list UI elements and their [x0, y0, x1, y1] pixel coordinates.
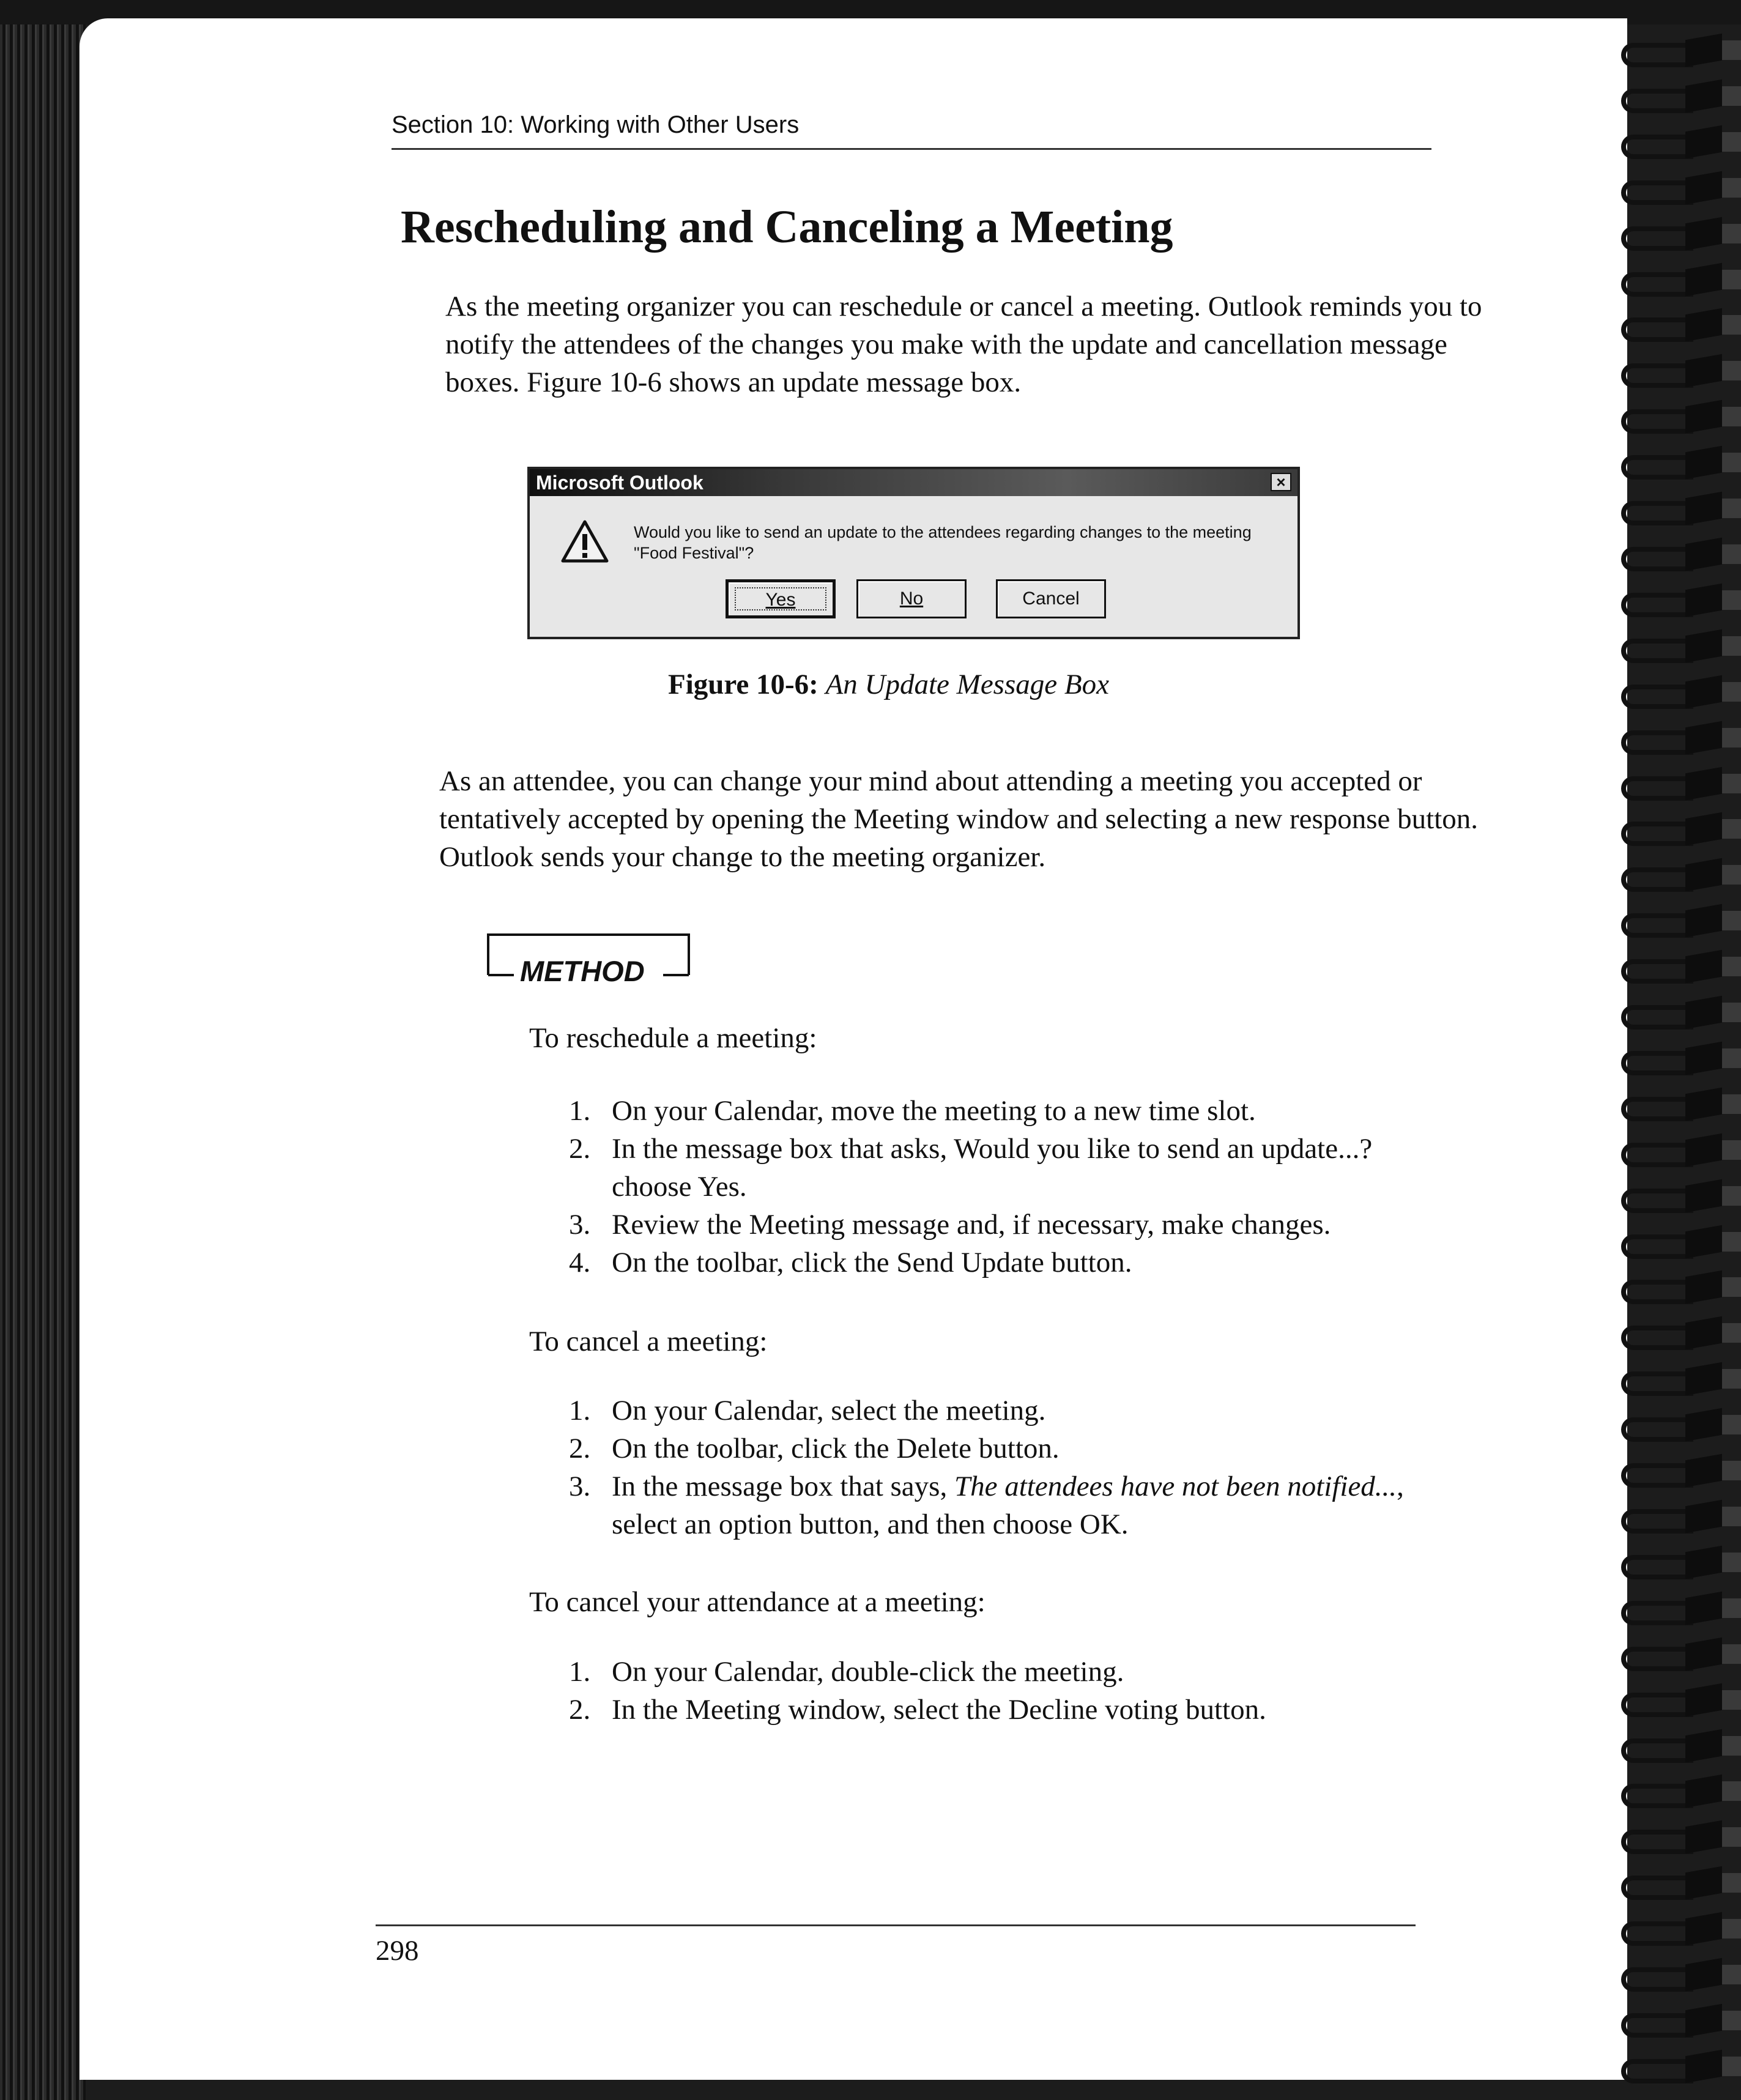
spiral-coil — [1591, 1457, 1741, 1484]
spiral-coil — [1591, 1686, 1741, 1713]
list-item: 3. In the message box that says, The attendees have not been notified..., select an option button, and then choose OK. — [569, 1471, 1404, 1540]
scan-edge-left — [0, 0, 86, 2100]
spiral-coil — [1591, 1503, 1741, 1530]
spiral-coil — [1591, 220, 1741, 247]
yes-button-label: Yes — [765, 590, 796, 610]
header-rule — [392, 148, 1431, 150]
spiral-coil — [1591, 357, 1741, 384]
cancel-button-label: Cancel — [1022, 588, 1080, 609]
no-button-label: No — [899, 588, 924, 609]
intro-paragraph: As the meeting organizer you can reschedule or cancel a meeting. Outlook reminds you to notify the attendees of the changes you make with the update and cancellation message boxes. Figure 10-6 shows an update message box. — [445, 291, 1482, 398]
spiral-coil — [1591, 1549, 1741, 1576]
spiral-coil — [1591, 174, 1741, 201]
running-header: Section 10: Working with Other Users — [392, 111, 800, 138]
no-button[interactable] — [856, 579, 967, 618]
spiral-coil — [1591, 541, 1741, 568]
spiral-coil — [1591, 1869, 1741, 1896]
list-item: 2. In the message box that asks, Would you like to send an update...? choose Yes. — [569, 1133, 1373, 1203]
focus-rect — [735, 587, 826, 610]
spiral-coil — [1591, 449, 1741, 476]
spiral-coil — [1591, 815, 1741, 842]
spiral-coil — [1591, 724, 1741, 751]
spiral-coil — [1591, 1411, 1741, 1438]
reschedule-intro: To reschedule a meeting: — [529, 1022, 817, 1054]
spiral-coil — [1591, 37, 1741, 64]
dialog-title: Microsoft Outlook — [536, 472, 703, 494]
list-item: 3. Review the Meeting message and, if necessary, make changes. — [569, 1209, 1331, 1241]
update-message-dialog — [527, 467, 1300, 639]
spiral-coil — [1591, 403, 1741, 430]
spiral-coil — [1591, 2007, 1741, 2034]
dialog-message: Would you like to send an update to the attendees regarding changes to the meeting "Food Festival"? — [634, 523, 1252, 562]
list-item: 1. On your Calendar, select the meeting. — [569, 1395, 1046, 1427]
spiral-coil — [1591, 1228, 1741, 1255]
spiral-coil — [1591, 1595, 1741, 1622]
spiral-coil — [1591, 1045, 1741, 1072]
cancel-button[interactable] — [996, 579, 1106, 618]
list-item: 1. On your Calendar, move the meeting to a new time slot. — [569, 1095, 1256, 1127]
warning-icon — [560, 519, 609, 563]
spiral-coil — [1591, 128, 1741, 155]
spiral-coil — [1591, 1137, 1741, 1163]
spiral-coil — [1591, 1091, 1741, 1118]
spiral-coil — [1591, 1365, 1741, 1392]
list-item: 4. On the toolbar, click the Send Update button. — [569, 1247, 1132, 1278]
list-item: 1. On your Calendar, double-click the meeting. — [569, 1656, 1124, 1688]
spiral-coil — [1591, 1824, 1741, 1850]
dialog-title-bar[interactable] — [530, 469, 1297, 496]
yes-button[interactable] — [726, 579, 836, 618]
spiral-binding — [1591, 37, 1741, 2080]
list-item: 2. On the toolbar, click the Delete button. — [569, 1433, 1060, 1464]
caption-label: Figure 10-6: — [668, 669, 819, 700]
spiral-coil — [1591, 907, 1741, 934]
cancel-attendance-intro: To cancel your attendance at a meeting: — [529, 1586, 986, 1618]
method-box — [484, 931, 699, 985]
spiral-coil — [1591, 1319, 1741, 1346]
footer-rule — [376, 1924, 1416, 1926]
cancel-steps — [569, 1392, 1438, 1543]
spiral-coil — [1591, 953, 1741, 980]
spiral-coil — [1591, 1182, 1741, 1209]
figure-caption — [668, 668, 1109, 701]
spiral-coil — [1591, 861, 1741, 888]
spiral-coil — [1591, 1961, 1741, 1988]
spiral-coil — [1591, 1274, 1741, 1300]
cancel-intro: To cancel a meeting: — [529, 1326, 768, 1357]
reschedule-steps — [569, 1092, 1438, 1282]
attendee-paragraph: As an attendee, you can change your mind about attending a meeting you accepted or tentatively accepted by opening the Meeting window and selecting a new response button. Outlook sends your change to the meeting organizer. — [439, 765, 1479, 873]
spiral-coil — [1591, 495, 1741, 522]
spiral-coil — [1591, 1915, 1741, 1942]
spiral-coil — [1591, 770, 1741, 797]
spiral-coil — [1591, 999, 1741, 1026]
spiral-coil — [1591, 311, 1741, 338]
spiral-coil — [1591, 678, 1741, 705]
list-item: 2. In the Meeting window, select the Decline voting button. — [569, 1694, 1266, 1726]
spiral-coil — [1591, 1732, 1741, 1759]
spiral-coil — [1591, 83, 1741, 109]
spiral-coil — [1591, 2053, 1741, 2080]
spiral-coil — [1591, 1778, 1741, 1805]
cancel-attendance-steps — [569, 1653, 1438, 1729]
spiral-coil — [1591, 587, 1741, 614]
page-title: Rescheduling and Canceling a Meeting — [401, 201, 1173, 253]
spiral-coil — [1591, 266, 1741, 293]
close-icon[interactable]: × — [1271, 473, 1291, 491]
method-label: METHOD — [520, 955, 645, 987]
page-number: 298 — [376, 1935, 419, 1967]
caption-text: An Update Message Box — [825, 669, 1109, 700]
spiral-coil — [1591, 1641, 1741, 1668]
spiral-coil — [1591, 633, 1741, 659]
